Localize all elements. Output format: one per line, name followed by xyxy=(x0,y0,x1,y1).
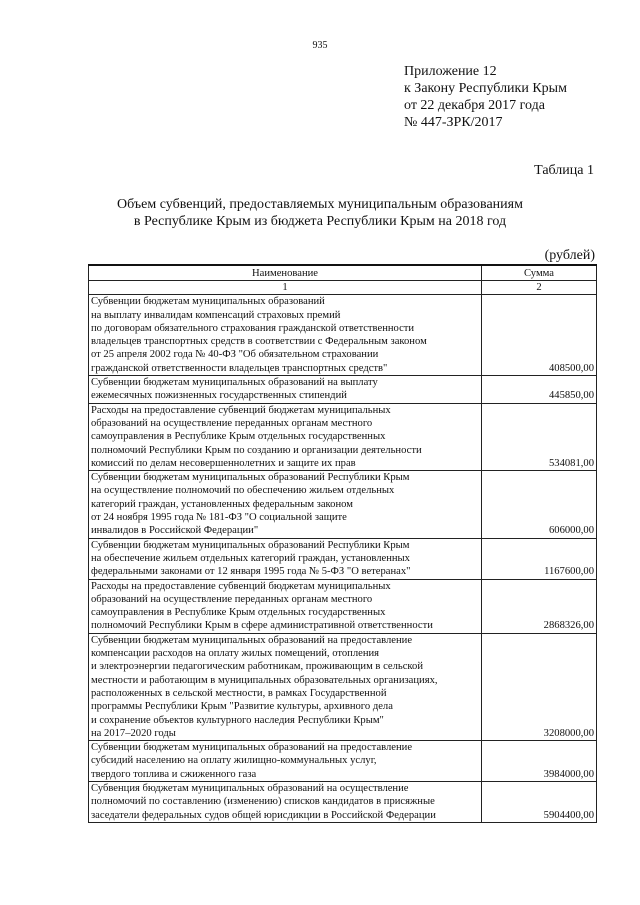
row-sum: 2868326,00 xyxy=(482,579,597,633)
row-sum: 408500,00 xyxy=(482,295,597,376)
table-label: Таблица 1 xyxy=(534,163,594,178)
row-sum: 5904400,00 xyxy=(482,781,597,822)
title-line-1: Объем субвенций, предоставляемых муниципальным образованиям xyxy=(117,197,523,212)
table-row xyxy=(89,376,597,404)
appendix-line-1: Приложение 12 xyxy=(404,64,497,79)
table-row xyxy=(89,741,597,782)
table-row xyxy=(89,471,597,538)
title-line-2: в Республике Крым из бюджета Республики Крым на 2018 год xyxy=(133,214,507,229)
subventions-table xyxy=(88,264,597,823)
table-index-row xyxy=(89,281,597,295)
row-sum: 534081,00 xyxy=(482,403,597,470)
column-header-sum: Сумма xyxy=(482,265,597,281)
row-name: Субвенции бюджетам муниципальных образований на предоставление компенсации расходов на оплату жилых помещений, отопления и электроэнергии педагогическим работникам, проживающим в сельской местности и работающим в муниципальных образовательных организациях, расположенных в сельской местности, в рамках Государственной программы Республики Крым "Развитие культуры, архивного дела и сохранение объектов культурного наследия Республики Крым" на 2017–2020 годы xyxy=(89,633,482,740)
column-header-name: Наименование xyxy=(89,265,482,281)
row-name: Расходы на предоставление субвенций бюджетам муниципальных образований на осуществление переданных органам местного самоуправления в Республике Крым отдельных государственных полномочий Республики Крым по созданию и организации деятельности комиссий по делам несовершеннолетних и защите их прав xyxy=(89,403,482,470)
row-sum: 1167600,00 xyxy=(482,538,597,579)
row-name: Субвенции бюджетам муниципальных образований на выплату ежемесячных пожизненных государственных стипендий xyxy=(89,376,482,404)
appendix-line-3: от 22 декабря 2017 года xyxy=(404,98,545,113)
table-row xyxy=(89,295,597,376)
column-index-2: 2 xyxy=(482,281,597,295)
row-sum: 606000,00 xyxy=(482,471,597,538)
row-name: Субвенция бюджетам муниципальных образований на осуществление полномочий по составлению (изменению) списков кандидатов в присяжные заседатели федеральных судов общей юрисдикции в Российской Федерации xyxy=(89,781,482,822)
row-name: Субвенции бюджетам муниципальных образований Республики Крым на осуществление полномочий по обеспечению жильем отдельных категорий граждан, установленных федеральным законом от 24 ноября 1995 года № 181-ФЗ "О социальной защите инвалидов в Российской Федерации" xyxy=(89,471,482,538)
column-index-1: 1 xyxy=(89,281,482,295)
row-name: Субвенции бюджетам муниципальных образований Республики Крым на обеспечение жильем отдельных категорий граждан, установленных федеральными законами от 12 января 1995 года № 5-ФЗ "О ветеранах" xyxy=(89,538,482,579)
table-header-row xyxy=(89,265,597,281)
row-sum: 3984000,00 xyxy=(482,741,597,782)
row-name: Субвенции бюджетам муниципальных образований на предоставление субсидий населению на оплату жилищно-коммунальных услуг, твердого топлива и сжиженного газа xyxy=(89,741,482,782)
appendix-line-2: к Закону Республики Крым xyxy=(404,81,567,96)
table-row xyxy=(89,403,597,470)
table-row xyxy=(89,781,597,822)
table-row xyxy=(89,579,597,633)
appendix-header xyxy=(404,63,567,131)
row-name: Расходы на предоставление субвенций бюджетам муниципальных образований на осуществление переданных органам местного самоуправления в Республике Крым отдельных государственных полномочий Республики Крым в сфере административной ответственности xyxy=(89,579,482,633)
page-number: 935 xyxy=(312,40,328,51)
document-title xyxy=(0,196,640,230)
row-sum: 445850,00 xyxy=(482,376,597,404)
row-sum: 3208000,00 xyxy=(482,633,597,740)
table-row xyxy=(89,633,597,740)
units-label: (рублей) xyxy=(544,248,595,263)
table-row xyxy=(89,538,597,579)
row-name: Субвенции бюджетам муниципальных образований на выплату инвалидам компенсаций страховых премий по договорам обязательного страхования гражданской ответственности владельцев транспортных средств в соответствии с Федеральным законом от 25 апреля 2002 года № 40-ФЗ "Об обязательном страховании гражданской ответственности владельцев транспортных средств" xyxy=(89,295,482,376)
appendix-line-4: № 447-ЗРК/2017 xyxy=(404,115,503,130)
